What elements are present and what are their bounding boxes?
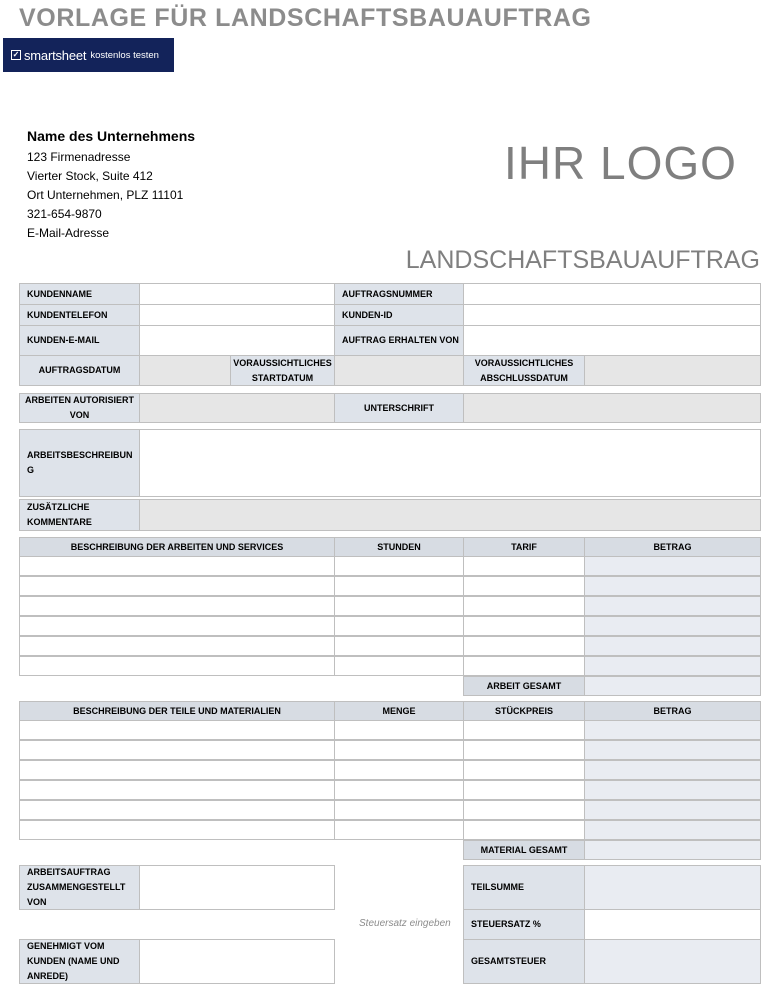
label-kundenname: KUNDENNAME [19,283,140,305]
work-row-2-description[interactable] [19,576,335,596]
parts-row-6-amount[interactable] [584,820,761,840]
label-kunden-id: KUNDEN-ID [334,304,464,326]
company-address-line-2: Vierter Stock, Suite 412 [27,169,153,183]
work-row-1-description[interactable] [19,556,335,576]
label-auftragsnummer: AUFTRAGSNUMMER [334,283,464,305]
field-teilsumme[interactable] [584,865,761,910]
parts-header-rate: STÜCKPREIS [463,701,585,721]
banner-cta: kostenlos testen [90,49,159,61]
parts-row-1-description[interactable] [19,720,335,740]
company-city-zip: Ort Unternehmen, PLZ 11101 [27,188,184,202]
label-zusammengestellt-von: ARBEITSAUFTRAG ZUSAMMENGESTELLT VON [19,865,140,910]
company-phone: 321-654-9870 [27,207,102,221]
parts-row-3-description[interactable] [19,760,335,780]
document-title: VORLAGE FÜR LANDSCHAFTSBAUAUFTRAG [19,4,592,32]
work-row-6-qty[interactable] [334,656,464,676]
work-header-rate: TARIF [463,537,585,557]
field-kunden-email[interactable] [139,325,335,356]
parts-row-3-qty[interactable] [334,760,464,780]
work-row-2-amount[interactable] [584,576,761,596]
parts-total-value[interactable] [584,840,761,860]
field-auftragsdatum[interactable] [139,355,231,386]
field-arbeitsbeschreibung[interactable] [139,429,761,497]
work-row-1-rate[interactable] [463,556,585,576]
label-kundentelefon: KUNDENTELEFON [19,304,140,326]
parts-row-5-rate[interactable] [463,800,585,820]
work-row-4-amount[interactable] [584,616,761,636]
work-row-6-description[interactable] [19,656,335,676]
work-row-2-qty[interactable] [334,576,464,596]
work-row-3-qty[interactable] [334,596,464,616]
label-kunden-email: KUNDEN-E-MAIL [19,325,140,356]
work-row-5-qty[interactable] [334,636,464,656]
parts-row-5-description[interactable] [19,800,335,820]
field-startdatum[interactable] [334,355,464,386]
field-kunden-id[interactable] [463,304,761,326]
field-auftrag-erhalten-von[interactable] [463,325,761,356]
label-startdatum: VORAUSSICHTLICHES STARTDATUM [230,355,335,386]
parts-row-1-qty[interactable] [334,720,464,740]
company-name: Name des Unternehmens [27,128,196,144]
label-steuersatz: STEUERSATZ % [463,909,585,940]
label-abschlussdatum: VORAUSSICHTLICHES ABSCHLUSSDATUM [463,355,585,386]
parts-total-label: MATERIAL GESAMT [463,840,585,860]
work-row-3-rate[interactable] [463,596,585,616]
field-auftragsnummer[interactable] [463,283,761,305]
label-auftragsdatum: AUFTRAGSDATUM [19,355,140,386]
field-unterschrift[interactable] [463,393,761,423]
work-header-qty: STUNDEN [334,537,464,557]
label-arbeitsbeschreibung: ARBEITSBESCHREIBUNG [19,429,140,497]
field-kundenname[interactable] [139,283,335,305]
field-genehmigt-vom-kunden[interactable] [139,939,335,984]
parts-header-description: BESCHREIBUNG DER TEILE UND MATERIALIEN [19,701,335,721]
field-abschlussdatum[interactable] [584,355,761,386]
field-autorisiert-von[interactable] [139,393,335,423]
field-kommentare[interactable] [139,499,761,531]
label-autorisiert-von: ARBEITEN AUTORISIERT VON [19,393,140,423]
parts-row-6-description[interactable] [19,820,335,840]
banner-brand: smartsheet [24,47,87,63]
work-row-3-amount[interactable] [584,596,761,616]
company-info [27,127,195,243]
parts-row-1-amount[interactable] [584,720,761,740]
parts-row-5-qty[interactable] [334,800,464,820]
work-row-2-rate[interactable] [463,576,585,596]
parts-row-3-amount[interactable] [584,760,761,780]
label-auftrag-erhalten-von: AUFTRAG ERHALTEN VON [334,325,464,356]
parts-row-2-rate[interactable] [463,740,585,760]
work-row-4-rate[interactable] [463,616,585,636]
work-row-5-rate[interactable] [463,636,585,656]
company-email: E-Mail-Adresse [27,226,110,240]
tax-rate-hint: Steuersatz eingeben [359,918,451,929]
work-total-label: ARBEIT GESAMT [463,676,585,696]
work-row-1-amount[interactable] [584,556,761,576]
parts-header-amount: BETRAG [584,701,761,721]
parts-header-qty: MENGE [334,701,464,721]
label-gesamtsteuer: GESAMTSTEUER [463,939,585,984]
parts-row-6-rate[interactable] [463,820,585,840]
work-header-amount: BETRAG [584,537,761,557]
parts-row-4-description[interactable] [19,780,335,800]
work-row-4-qty[interactable] [334,616,464,636]
work-row-6-rate[interactable] [463,656,585,676]
parts-row-3-rate[interactable] [463,760,585,780]
work-row-6-amount[interactable] [584,656,761,676]
field-gesamtsteuer[interactable] [584,939,761,984]
form-title: LANDSCHAFTSBAUAUFTRAG [405,246,760,274]
parts-row-4-qty[interactable] [334,780,464,800]
work-row-5-amount[interactable] [584,636,761,656]
field-steuersatz[interactable] [584,909,761,940]
work-row-3-description[interactable] [19,596,335,616]
parts-row-5-amount[interactable] [584,800,761,820]
work-header-description: BESCHREIBUNG DER ARBEITEN UND SERVICES [19,537,335,557]
company-address: 123 Firmenadresse [27,150,131,164]
field-kundentelefon[interactable] [139,304,335,326]
parts-row-2-description[interactable] [19,740,335,760]
parts-row-2-qty[interactable] [334,740,464,760]
work-row-4-description[interactable] [19,616,335,636]
parts-row-4-amount[interactable] [584,780,761,800]
label-unterschrift: UNTERSCHRIFT [334,393,464,423]
work-row-5-description[interactable] [19,636,335,656]
parts-row-6-qty[interactable] [334,820,464,840]
field-zusammengestellt-von[interactable] [139,865,335,910]
logo-placeholder: IHR LOGO [504,137,737,189]
parts-row-4-rate[interactable] [463,780,585,800]
parts-row-1-rate[interactable] [463,720,585,740]
parts-row-2-amount[interactable] [584,740,761,760]
label-teilsumme: TEILSUMME [463,865,585,910]
work-total-value[interactable] [584,676,761,696]
smartsheet-banner[interactable] [3,38,174,72]
checkmark-icon: ✓ [12,50,20,59]
work-row-1-qty[interactable] [334,556,464,576]
label-genehmigt-vom-kunden: GENEHMIGT VOM KUNDEN (NAME UND ANREDE) [19,939,140,984]
label-kommentare: ZUSÄTZLICHE KOMMENTARE [19,499,140,531]
